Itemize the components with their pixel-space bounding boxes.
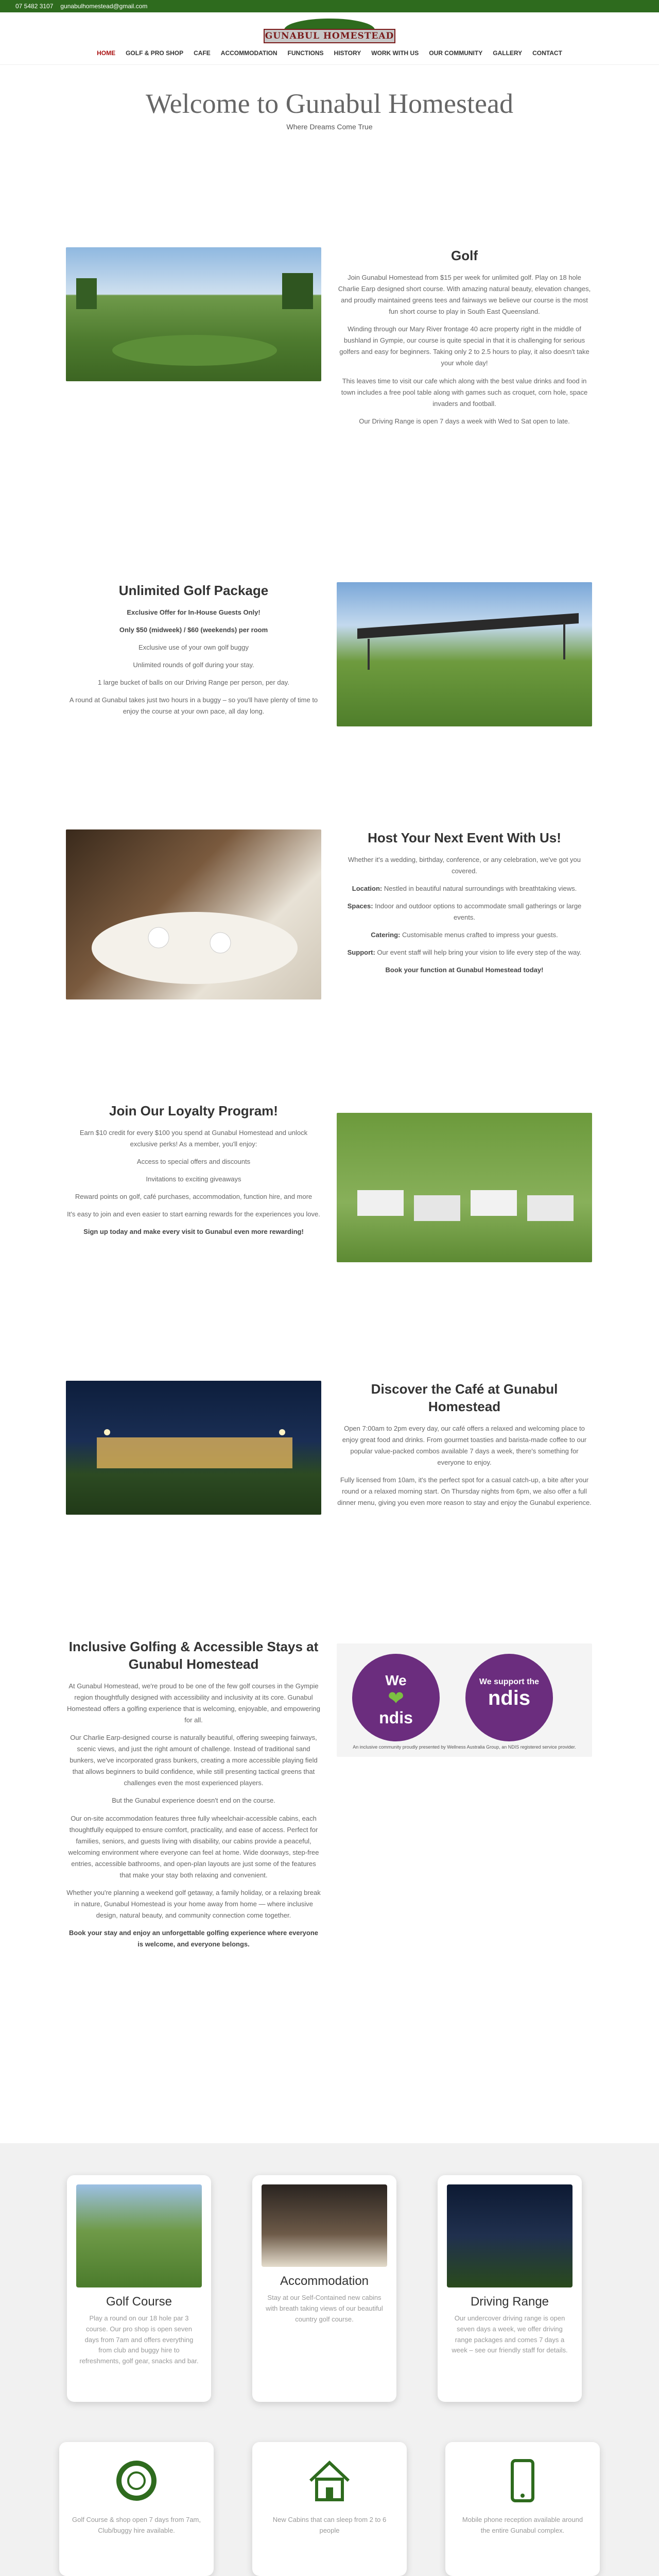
golf-course-photo <box>66 247 321 381</box>
event-cta[interactable]: Book your function at Gunabul Homestead today! <box>385 966 544 974</box>
golf-p1: Join Gunabul Homestead from $15 per week for unlimited golf. Play on 18 hole Charlie Earp designed short course. With amazing natural beauty, elevation changes, and proudly maintained greens tees and fairways we believe our course is the most fun short course to play in South East Queensland. <box>338 273 591 316</box>
inclusive-cta[interactable]: Book your stay and enjoy an unforgettable golfing experience where everyone is welcome, and everyone belongs. <box>68 1929 318 1948</box>
package-price: Only $50 (midweek) / $60 (weekends) per room <box>119 625 268 634</box>
cafe-night-photo <box>66 1381 321 1515</box>
ndis-logos <box>337 1643 592 1757</box>
nav-home[interactable]: HOME <box>97 49 116 57</box>
main-nav <box>0 49 659 57</box>
nav-functions[interactable]: FUNCTIONS <box>287 49 324 57</box>
accommodation-card[interactable] <box>252 2175 396 2402</box>
cafe-p1: Open 7:00am to 2pm every day, our café offers a relaxed and welcoming place to enjoy great food and drinks. From gourmet toasties and barista-made coffee to our popular value-packed combos available 7 days a week, there's something for everyone to enjoy. <box>342 1424 587 1466</box>
accommodation-card-text: Stay at our Self-Contained new cabins with breath taking views of our beautiful country golf course. <box>266 2294 383 2323</box>
ndis-left-heart-icon: ❤ <box>388 1688 404 1709</box>
nav-cafe[interactable]: CAFE <box>194 49 211 57</box>
buggies-illustration <box>337 1113 592 1262</box>
driving-range-card-photo <box>447 2184 573 2287</box>
inclusive-p1: At Gunabul Homestead, we're proud to be one of the few golf courses in the Gympie region thoughtfully designed with accessibility and inclusivity at its core. Gunabul Homestead offers a golfing experience that is welcoming, enjoyable, and empowering for all. <box>67 1682 320 1724</box>
inclusive-title: Inclusive Golfing & Accessible Stays at Gunabul Homestead <box>68 1639 319 1672</box>
top-bar <box>0 0 659 12</box>
package-line-1: Exclusive use of your own golf buggy <box>138 643 249 651</box>
loyalty-line-2: Invitations to exciting giveaways <box>146 1175 241 1183</box>
package-offer: Exclusive Offer for In-House Guests Only! <box>127 608 261 616</box>
loyalty-p1: Earn $10 credit for every $100 you spend at Gunabul Homestead and unlock exclusive perks! As a member, you'll enjoy: <box>79 1128 308 1148</box>
package-line-4: A round at Gunabul takes just two hours in a buggy – so you'll have plenty of time to enjoy the course at your own pace, all day long. <box>69 696 318 716</box>
golf-p3: This leaves time to visit our cafe which along with the best value drinks and food in town includes a free pool table along with games such as croquet, corn hole, space invaders and football. <box>341 377 588 408</box>
inclusive-p4: Our on-site accommodation features three fully wheelchair-accessible cabins, each thoughtfully equipped to ensure comfort, practicality, and ease of access. Perfect for families, seniors, and guests living with disability, our cabins provide a peaceful, welcoming environment where everyone can feel at home. Wide doorways, step-free entries, accessible bathrooms, and open-plan layouts are just some of the features that make your stay both relaxing and convenient. <box>68 1814 319 1879</box>
event-title: Host Your Next Event With Us! <box>368 830 561 845</box>
ndis-left-we: We <box>385 1672 407 1688</box>
hero-subtitle: Where Dreams Come True <box>286 123 373 131</box>
event-location-label: Location: <box>352 884 383 892</box>
golf-title: Golf <box>451 248 478 263</box>
inclusive-text <box>66 1638 321 1957</box>
golf-text <box>337 247 592 433</box>
nav-contact[interactable]: CONTACT <box>532 49 562 57</box>
hero-title: Welcome to Gunabul Homestead <box>146 88 513 119</box>
ndis-right-word: ndis <box>488 1687 531 1709</box>
mobile-reception-card-text: Mobile phone reception available around the entire Gunabul complex. <box>462 2516 583 2534</box>
ndis-logo-right <box>465 1654 553 1741</box>
event-location: Nestled in beautiful natural surroundings with breathtaking views. <box>384 884 577 892</box>
nav-history[interactable]: HISTORY <box>334 49 361 57</box>
pro-shop-card[interactable] <box>59 2442 214 2576</box>
loyalty-cta[interactable]: Sign up today and make every visit to Gunabul even more rewarding! <box>83 1228 304 1236</box>
driving-range-card-title: Driving Range <box>470 2295 549 2309</box>
pro-shop-card-text: Golf Course & shop open 7 days from 7am, Club/buggy hire available. <box>72 2516 201 2534</box>
loyalty-line-3: Reward points on golf, café purchases, accommodation, function hire, and more <box>75 1193 313 1201</box>
loyalty-text <box>66 1103 321 1244</box>
loyalty-line-4: It's easy to join and even easier to start earning rewards for the experiences you love. <box>67 1210 320 1218</box>
nav-gallery[interactable]: GALLERY <box>493 49 523 57</box>
inclusive-p5: Whether you're planning a weekend golf getaway, a family holiday, or a relaxing break in nature, Gunabul Homestead is your home away from home — where inclusive design, natural beauty, and community connection come together. <box>66 1889 321 1920</box>
driving-range-photo <box>337 582 592 726</box>
event-table-photo <box>66 829 321 999</box>
accommodation-card-photo <box>262 2184 387 2267</box>
golf-p2: Winding through our Mary River frontage 40 acre property right in the middle of bushland in Gympie, our course is quite special in that it is challenging for serious golfers and easy for beginners. Taking only 2 to 2.5 hours to play, it also doesn't take your whole day! <box>339 325 589 367</box>
golf-p4: Our Driving Range is open 7 days a week with Wed to Sat open to late. <box>359 417 570 425</box>
driving-range-card-text: Our undercover driving range is open seven days a week, we offer driving range packages and comes 7 days a week – see our friendly staff for details. <box>452 2314 568 2354</box>
package-title: Unlimited Golf Package <box>118 583 269 598</box>
cafe-p2: Fully licensed from 10am, it's the perfect spot for a casual catch-up, a bite after your round or a relaxed morning start. On Thursday nights from 6pm, we also offer a full dinner menu, giving you even more reason to stay and enjoy the Gunabul experience. <box>337 1476 592 1507</box>
driving-range-card[interactable] <box>438 2175 582 2402</box>
cafe-title: Discover the Café at Gunabul Homestead <box>371 1381 558 1414</box>
loyalty-line-1: Access to special offers and discounts <box>136 1157 251 1165</box>
range-shelter-illustration <box>337 582 592 726</box>
golf-buggies-photo <box>337 1113 592 1262</box>
event-catering-label: Catering: <box>371 931 401 939</box>
event-support: Our event staff will help bring your vision to life every step of the way. <box>377 948 582 957</box>
package-text <box>66 582 321 723</box>
site-logo[interactable] <box>264 19 395 44</box>
cafe-building-illustration <box>66 1381 321 1515</box>
event-spaces: Indoor and outdoor options to accommodate small gatherings or large events. <box>375 902 582 922</box>
logo-roof <box>284 19 375 30</box>
site-header <box>0 12 659 65</box>
nav-our-community[interactable]: OUR COMMUNITY <box>429 49 483 57</box>
golf-course-card-text: Play a round on our 18 hole par 3 course. Our pro shop is open seven days from 7am and offers everything from club and buggy hire to refreshments, golf gear, snacks and bar. <box>79 2314 199 2365</box>
trees-illustration <box>66 247 321 381</box>
nav-golf-pro-shop[interactable]: GOLF & PRO SHOP <box>126 49 184 57</box>
event-text <box>337 829 592 982</box>
golf-course-card[interactable] <box>67 2175 211 2402</box>
email-link[interactable]: gunabulhomestead@gmail.com <box>60 3 148 10</box>
mobile-reception-card[interactable] <box>445 2442 600 2576</box>
ndis-logo-left <box>352 1654 440 1741</box>
inclusive-p2: Our Charlie Earp-designed course is naturally beautiful, offering sweeping fairways, scenic views, and just the right amount of challenge. Instead of traditional sand bunkers, we've incorporated grass bunkers, creating a more accessible playing field that allows beginners to build confidence, while still presenting tactical greens that challenges even the most experienced players. <box>70 1733 318 1787</box>
cabins-card-text: New Cabins that can sleep from 2 to 6 people <box>272 2516 387 2534</box>
package-line-3: 1 large bucket of balls on our Driving Range per person, per day. <box>98 679 289 687</box>
golf-course-card-title: Golf Course <box>106 2295 172 2309</box>
nav-accommodation[interactable]: ACCOMMODATION <box>220 49 278 57</box>
loyalty-title: Join Our Loyalty Program! <box>109 1103 278 1118</box>
event-catering: Customisable menus crafted to impress your guests. <box>402 931 558 939</box>
logo-banner: GUNABUL HOMESTEAD <box>264 29 395 43</box>
event-support-label: Support: <box>347 948 375 957</box>
home-icon <box>306 2458 353 2504</box>
table-setting-illustration <box>66 829 321 999</box>
ndis-caption: An inclusive community proudly presented by Wellness Australia Group, an NDIS registered service provider. <box>353 1744 576 1750</box>
ndis-right-top: We support the <box>479 1677 540 1686</box>
mobile-phone-icon <box>499 2458 546 2504</box>
inclusive-p3: But the Gunabul experience doesn't end on the course. <box>112 1797 275 1805</box>
golf-course-card-photo <box>76 2184 202 2287</box>
nav-work-with-us[interactable]: WORK WITH US <box>371 49 419 57</box>
lifebuoy-icon <box>113 2458 160 2504</box>
cabins-card[interactable] <box>252 2442 407 2576</box>
cafe-text <box>337 1381 592 1515</box>
accommodation-card-title: Accommodation <box>280 2274 369 2288</box>
event-intro: Whether it's a wedding, birthday, conference, or any celebration, we've got you covered. <box>348 855 581 875</box>
event-spaces-label: Spaces: <box>347 902 373 910</box>
package-line-2: Unlimited rounds of golf during your stay. <box>133 661 254 669</box>
ndis-left-word: ndis <box>379 1708 413 1727</box>
phone-link[interactable]: 07 5482 3107 <box>15 3 54 10</box>
